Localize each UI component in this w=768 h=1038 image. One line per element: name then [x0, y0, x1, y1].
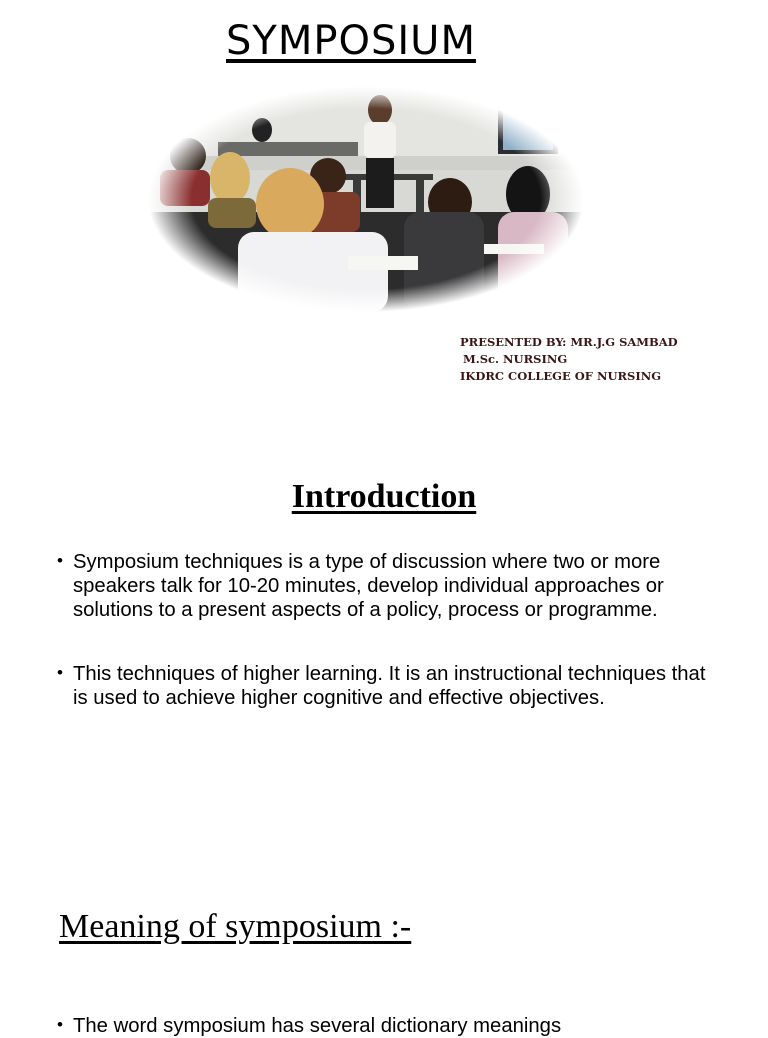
presenter-info — [460, 334, 678, 385]
list-item: • This techniques of higher learning. It is an instructional techniques that is used to achieve higher cognitive and effective objectives. — [56, 662, 716, 710]
presenter-college: IKDRC COLLEGE OF NURSING — [460, 369, 662, 383]
slide-title: SYMPOSIUM — [226, 18, 476, 64]
introduction-bullet-list-2 — [56, 662, 716, 710]
meaning-bullet-list — [56, 1014, 716, 1038]
presenter-name: PRESENTED BY: MR.J.G SAMBAD — [460, 335, 678, 349]
classroom-photo — [148, 86, 584, 312]
meaning-heading: Meaning of symposium :- — [59, 908, 412, 945]
introduction-bullet-list — [56, 550, 716, 622]
list-item: • The word symposium has several dictionary meanings — [56, 1014, 716, 1038]
list-item: • Symposium techniques is a type of discussion where two or more speakers talk for 10-20 minutes, develop individual approaches or solutions to a present aspects of a policy, process or programme. — [56, 550, 716, 622]
presenter-degree: M.Sc. NURSING — [463, 352, 568, 366]
introduction-heading: Introduction — [291, 478, 477, 515]
